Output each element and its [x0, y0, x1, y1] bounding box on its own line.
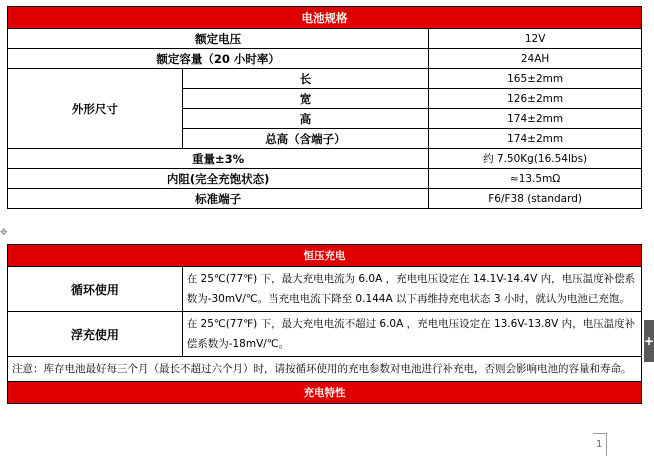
terminal-value: F6/F38 (standard) [429, 189, 642, 209]
height-label: 高 [182, 109, 429, 129]
weight-label: 重量±3% [8, 149, 429, 169]
dimensions-label: 外形尺寸 [8, 69, 183, 149]
rated-voltage-label: 额定电压 [8, 29, 429, 49]
page-number: 1 [596, 439, 603, 450]
total-height-label: 总高（含端子） [182, 129, 429, 149]
page-corner-mark [593, 433, 607, 434]
terminal-label: 标准端子 [8, 189, 429, 209]
cycle-use-label: 循环使用 [8, 267, 183, 312]
float-use-label: 浮充使用 [8, 312, 183, 357]
constant-voltage-table [7, 244, 642, 404]
width-label: 宽 [182, 89, 429, 109]
weight-value: 约 7.50Kg(16.54lbs) [429, 149, 642, 169]
resistance-label: 内阻(完全充饱状态) [8, 169, 429, 189]
expand-tab[interactable]: + [644, 320, 654, 362]
total-height-value: 174±2mm [429, 129, 642, 149]
rated-capacity-label: 额定容量（20 小时率） [8, 49, 429, 69]
move-icon[interactable]: ✥ [0, 228, 8, 238]
spec-title: 电池规格 [8, 7, 642, 29]
battery-spec-table [7, 6, 642, 209]
rated-voltage-value: 12V [429, 29, 642, 49]
cycle-use-desc: 在 25℃(77℉) 下，最大充电电流为 6.0A ，充电电压设定在 14.1V-14.4V 内，电压温度补偿系数为-30mV/℃。当充电电流下降至 0.144A 以下再维持充电状态 3 小时，就认为电池已充饱。 [182, 267, 641, 312]
constant-voltage-title: 恒压充电 [8, 245, 642, 267]
length-value: 165±2mm [429, 69, 642, 89]
rated-capacity-value: 24AH [429, 49, 642, 69]
resistance-value: ≈13.5mΩ [429, 169, 642, 189]
storage-note: 注意：库存电池最好每三个月（最长不超过六个月）时，请按循环使用的充电参数对电池进行补充电，否则会影响电池的容量和寿命。 [8, 357, 642, 382]
page-edge-mark [606, 434, 607, 456]
width-value: 126±2mm [429, 89, 642, 109]
height-value: 174±2mm [429, 109, 642, 129]
float-use-desc: 在 25℃(77℉) 下，最大充电电流不超过 6.0A ，充电电压设定在 13.6V-13.8V 内，电压温度补偿系数为-18mV/℃。 [182, 312, 641, 357]
length-label: 长 [182, 69, 429, 89]
charging-characteristics-title: 充电特性 [8, 382, 642, 404]
